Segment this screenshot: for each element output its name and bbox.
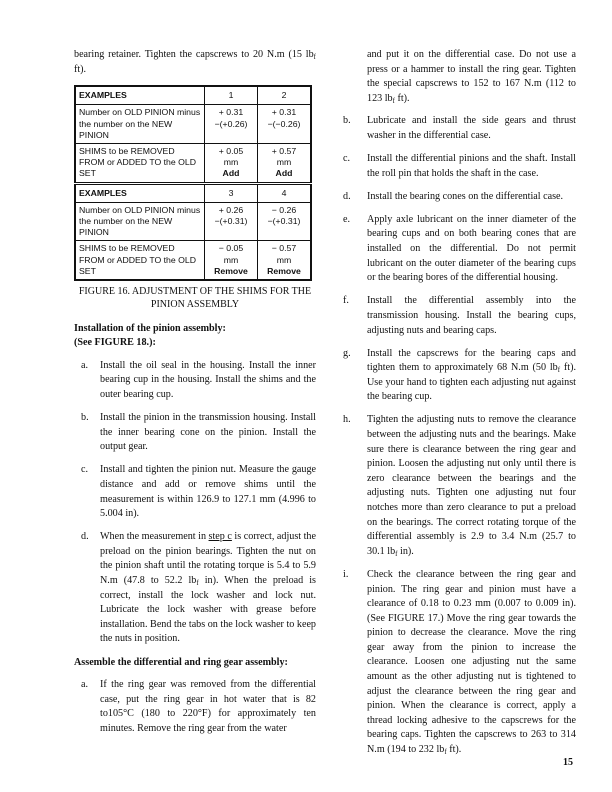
section-heading-pinion [74,322,316,351]
cell-value: + 0.31 [271,107,297,118]
row-label: SHIMS to be REMOVED FROM or ADDED TO the OLD SET [75,241,205,280]
table-cell [258,105,312,144]
item-label: c. [343,153,351,165]
example-number: 4 [258,183,312,202]
item-text: Check the clearance between the ring gear and pinion. The ring gear and pinion must have a clearance of 0.18 to 0.23 mm (0.007 to 0.009 in). (See FIGURE 17.) Move the ring gear towards the pinion to decrease the clearance. Move the ring gear away from the pinion to increase the clearance. Loosen one adjusting nut the same amount as the other adjusting nut is tightened to adjust the clearance between the ring gear and pinion. When the clearance is correct, apply a thread locking adhesive to the capscrews for the bearing caps. Tighten the capscrews to 263 to 314 N.m (194 to 232 $lb_f$ ft). [367,568,576,757]
text-run: is correct, adjust the preload on the pinion bearings. Tighten the nut on the pinion shaft until the rotating torque is 5.4 to 5.9 N.m (47.8 to 52.2 $lb_f$ in). When the preload is correct, install the lock washer and lock nut. Lubricate the lock washer with grease before installation. Bend the tabs on the lock washer to keep the nuts in position. [100,531,316,645]
table-row [75,202,311,241]
continued-text: and put it on the differential case. Do not use a press or a hammer to install the ring gear. Tighten the special capscrews to 152 to 167 N.m (112 to 123 $lb_f$ ft). [367,49,576,105]
list-item [343,294,576,338]
text-run: When the measurement in [100,531,209,543]
item-label: e. [343,213,351,225]
item-text: Tighten the adjusting nuts to remove the clearance between the adjusting nuts and the bearings. Make sure there is clearance between the ring gear and pinion. Loosen the adjusting nut only until there is zero clearance between the bearings and the adjusting nuts. Tighten one adjusting nut four notches more than zero clearance to put a preload on the bearings. The correct rotating torque of the differential assembly is 2.9 to 3.4 N.m (25.7 to 30.1 $lb_f$ in). [367,414,576,558]
list-item [74,463,316,521]
cell-value: + 0.26 [218,204,244,215]
item-text: Install the differential assembly into the transmission housing. Install the bearing cups, adjusting nuts and bearing caps. [367,295,576,336]
item-text: Install and tighten the pinion nut. Measure the gauge distance and add or remove shims until the measurement is within 126.9 to 127.1 mm (4.996 to 5.004 in). [100,464,316,520]
row-label: Number on OLD PINION minus the number on the NEW PINION [75,105,205,144]
item-text: Install the oil seal in the housing. Install the inner bearing cup in the housing. Install the shims and the outer bearing cup. [100,359,316,400]
right-column [343,48,576,766]
cell-action: Remove [214,265,248,276]
item-label: a. [81,359,89,371]
example-number: 1 [205,86,258,105]
item-label: f. [343,295,349,307]
table-cell [205,105,258,144]
example-number: 2 [258,86,312,105]
table-cell [258,241,312,280]
table-row [75,144,311,184]
examples-header: EXAMPLES [75,86,205,105]
left-column [74,48,316,745]
cell-value: − 0.57 [271,243,297,254]
cell-value: mm [223,254,239,265]
table-cell [205,144,258,184]
intro-text: bearing retainer. Tighten the capscrews to 20 N.m (15 $lb_f$ ft). [74,49,316,75]
cell-value: −(+0.26) [214,118,248,129]
item-label: g. [343,347,351,359]
item-label: d. [81,531,89,543]
heading-line: Installation of the pinion assembly: [74,322,226,334]
cell-action: Remove [267,265,301,276]
list-item [74,530,316,647]
item-text [100,530,316,647]
list-item [343,114,576,143]
item-label: h. [343,414,351,426]
cell-value: − 0.05 [218,243,244,254]
cell-value: −(+0.31) [214,216,248,227]
item-text: Apply axle lubricant on the inner diameter of the bearing cups and on both bearing cones that are installed on the differential. Do not permit lubricant on the outer diameter of the bearing cups or the bearing bores of the differential housing. [367,213,576,284]
cell-value: mm [276,254,292,265]
table-row [75,86,311,105]
table-cell [205,241,258,280]
list-item [74,678,316,736]
item-label: b. [343,115,351,127]
list-item [343,568,576,758]
cell-value: mm [223,157,239,168]
item-text: If the ring gear was removed from the differential case, put the ring gear in hot water that is 82 to105°C (180 to 220°F) for approximately ten minutes. Remove the ring gear from the water [100,679,316,734]
table-row [75,105,311,144]
list-item [74,411,316,455]
cell-value: + 0.05 [218,146,244,156]
list-item [343,152,576,181]
row-label: SHIMS to be REMOVED FROM or ADDED TO the OLD SET [75,144,205,184]
table-row [75,183,311,202]
row-label: Number on OLD PINION minus the number on the NEW PINION [75,202,205,241]
section-heading-differential: Assemble the differential and ring gear assembly: [74,656,288,668]
item-text: Install the differential pinions and the shaft. Install the roll pin that holds the shaft in the case. [367,153,576,179]
heading-line: (See FIGURE 18.): [74,337,156,349]
item-label: b. [81,412,89,424]
list-item [343,413,576,559]
table-cell [205,202,258,241]
table-row [75,241,311,280]
item-text: Lubricate and install the side gears and thrust washer in the differential case. [367,115,576,141]
item-label: a. [81,679,89,691]
example-number: 3 [205,183,258,202]
cell-value: −(−0.26) [267,118,301,129]
cell-value: −(+0.31) [267,216,301,227]
figure-caption: FIGURE 16. ADJUSTMENT OF THE SHIMS FOR THE PINION ASSEMBLY [78,286,312,310]
step-reference: step c [208,531,232,543]
item-label: c. [81,464,89,476]
item-text: Install the pinion in the transmission housing. Install the inner bearing cone on the pinion. Install the output gear. [100,412,316,453]
item-text: Install the capscrews for the bearing caps and tighten them to approximately 68 N.m (50 $lb_f$ ft). Use your hand to tighten each adjusting nut against the bearing cup. [367,347,577,403]
shim-examples-table [74,85,312,281]
list-item [343,347,576,405]
list-item [343,190,576,205]
examples-header: EXAMPLES [75,183,205,202]
cell-value: mm [276,157,292,168]
item-text: Install the bearing cones on the differential case. [367,190,564,202]
item-label: i. [343,568,349,580]
table-cell [258,202,312,241]
cell-action: Add [275,168,293,179]
page-number: 15 [563,757,573,768]
list-item [343,213,576,286]
cell-value: + 0.57 [271,146,297,156]
cell-value: − 0.26 [271,204,297,215]
cell-action: Add [222,168,240,179]
item-label: d. [343,190,351,202]
list-item [74,359,316,403]
table-cell [258,144,312,184]
cell-value: + 0.31 [218,107,244,118]
